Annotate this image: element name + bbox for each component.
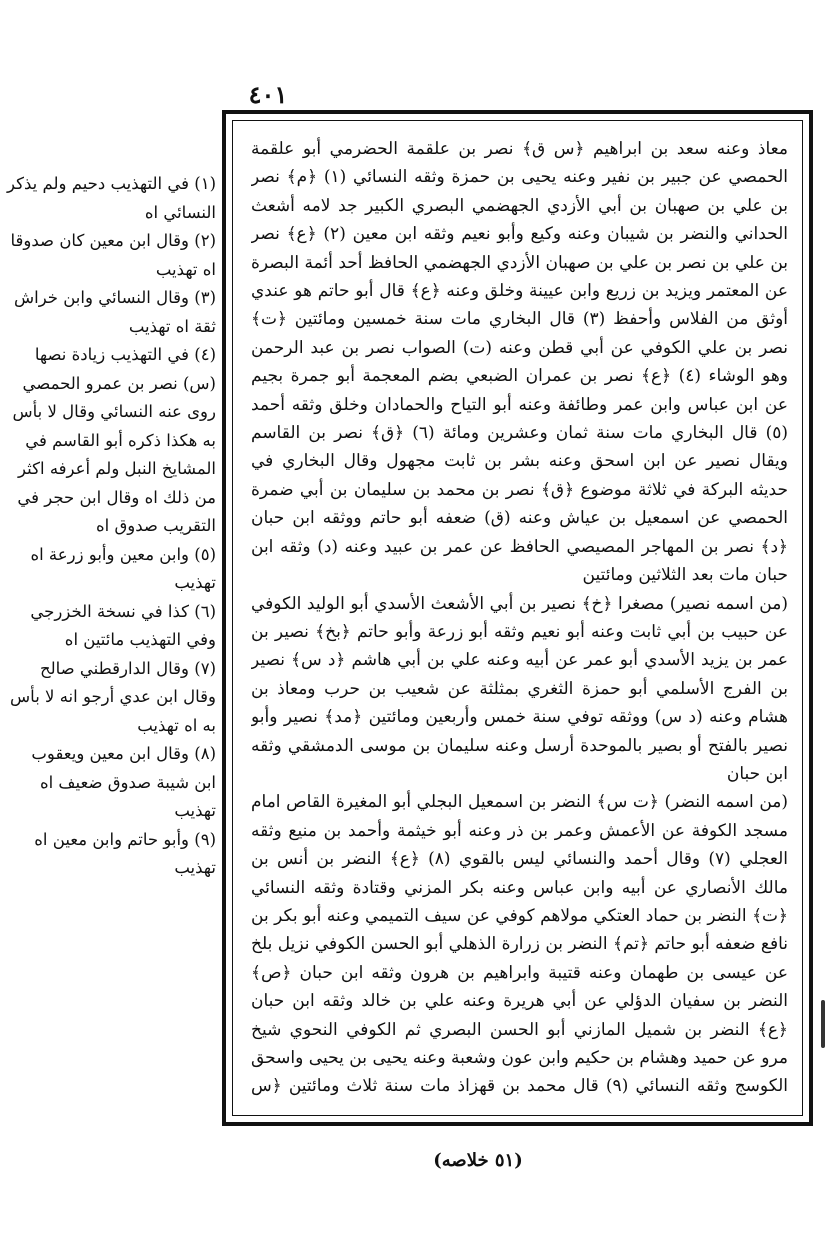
footnote: (٦) كذا في نسخة الخزرجي وفي التهذيب مائتين اه bbox=[30, 601, 216, 649]
footnote: (٣) وقال النسائي وابن خراش ثقة اه تهذيب bbox=[13, 288, 216, 336]
footnote: (١) في التهذيب دحيم ولم يذكر النسائي اه bbox=[7, 174, 216, 222]
page-number: ٤٠١ bbox=[248, 80, 288, 109]
footnotes-column bbox=[6, 170, 216, 883]
footnote: (٢) وقال ابن معين كان صدوقا اه تهذيب bbox=[10, 231, 216, 279]
entry-paragraph-nusayr: (من اسمه نصير) مصغرا ﴿خ﴾ نصير بن أبي الأشعث الأسدي أبو الوليد الكوفي عن حبيب بن أبي ثابت وعنه أبو نعيم وثقه أبو زرعة وأبو حاتم ﴿بخ﴾ نصير بن عمر بن يزيد الأسدي أبو عمر عن أبيه وعنه علي بن أبي هاشم ﴿د س﴾ نصير بن الفرج الأسلمي أبو حمزة الثغري بمثلثة عن شعيب بن حرب ومعاذ بن هشام وعنه (د س) ووثقه توفي سنة خمس وأربعين ومائتين ﴿مد﴾ نصير وأبو نصير بالفتح أو بصير بالموحدة أرسل وعنه سليمان بن موسى الدمشقي وثقه ابن حبان bbox=[251, 593, 788, 784]
footnote: (٧) وقال الدارقطني صالح وقال ابن عدي أرجو انه لا بأس به اه تهذيب bbox=[10, 658, 216, 735]
scan-artifact bbox=[821, 1000, 825, 1048]
entry-paragraph-nadr: (من اسمه النضر) ﴿ت س﴾ النضر بن اسمعيل البجلي أبو المغيرة القاص امام مسجد الكوفة عن الأعمش وعمر بن ذر وعنه أبو خيثمة وأحمد بن منيع وثقه العجلي (٧) وقال أحمد والنسائي ليس بالقوي (٨) ﴿ع﴾ النضر بن أنس بن مالك الأنصاري عن أبيه وابن عباس وعنه بكر المزني وقتادة وثقه النسائي ﴿ت﴾ النضر بن حماد العتكي مولاهم كوفي عن سيف التميمي وعنه أبو بكر بن نافع ضعفه أبو حاتم ﴿تم﴾ النضر بن زرارة الذهلي أبو الحسن الكوفي نزيل بلخ عن عيسى بن طهمان وعنه قتيبة وابراهيم بن هرون وثقه ابن حبان ﴿ص﴾ النضر بن سفيان الدؤلي عن أبي هريرة وعنه علي بن خالد وثقه ابن حبان ﴿ع﴾ النضر بن شميل المازني أبو الحسن البصري ثم الكوفي النحوي شيخ مرو عن حميد وهشام بن حكيم وابن عون وشعبة وعنه يحيى بن يحيى واسحق الكوسج وثقه النسائي (٩) قال محمد بن قهزاذ مات سنة ثلاث ومائتين ﴿س bbox=[251, 792, 788, 1097]
footnote: (٩) وأبو حاتم وابن معين اه تهذيب bbox=[34, 829, 216, 877]
footnote: (٥) وابن معين وأبو زرعة اه تهذيب bbox=[30, 544, 216, 592]
footnote: (٨) وقال ابن معين ويعقوب ابن شيبة صدوق ضعيف اه تهذيب bbox=[31, 744, 216, 820]
entry-paragraph-nasr: معاذ وعنه سعد بن ابراهيم ﴿س ق﴾ نصر بن علقمة الحضرمي أبو علقمة الحمصي عن جبير بن نفير وعنه يحيى بن حمزة وثقه النسائي (١) ﴿م﴾ نصر بن علي بن صهبان بن أبي الأزدي الجهضمي البصري الكبير جد لامه أشعث الحداني والنضر بن شيبان وعنه وكيع وأبو نعيم وثقه ابن معين (٢) ﴿ع﴾ نصر بن علي بن نصر بن علي بن صهبان الأزدي الجهضمي الحافظ أحد أئمة البصرة عن المعتمر ويزيد بن زريع وابن عيينة وخلق وعنه ﴿ع﴾ قال أبو حاتم هو عندي أوثق من الفلاس وأحفظ (٣) قال البخاري مات سنة خمسين ومائتين ﴿ت﴾ نصر بن علي الكوفي عن أبي قطن وعنه (ت) الصواب نصر بن عبد الرحمن وهو الوشاء (٤) ﴿ع﴾ نصر بن عمران الضبعي بضم المعجمة أبو جمرة بجيم عن ابن عباس وابن عمر وطائفة وعنه أبو التياح والحمادان وخلق وثقه أحمد (٥) قال البخاري مات سنة ثمان وعشرين ومائة (٦) ﴿ق﴾ نصر بن القاسم ويقال نصير عن ابن اسحق وعنه بشر بن ثابت مجهول وقال البخاري في حديثه البركة في ثلاثة موضوع ﴿ق﴾ نصر بن محمد بن سليمان بن أبي ضمرة الحمصي عن اسمعيل بن عياش وعنه (ق) ضعفه أبو حاتم ووثقه ابن حبان ﴿د﴾ نصر بن المهاجر المصيصي الحافظ عن عمر بن عبيد وعنه (د) وثقه ابن حبان مات بعد الثلاثين ومائتين bbox=[251, 139, 788, 586]
main-text-frame bbox=[222, 110, 813, 1126]
footnote: (٤) في التهذيب زيادة نصها (س) نصر بن عمرو الحمصي روى عنه النسائي وقال لا بأس به هكذا ذكره أبو القاسم في المشايخ النبل ولم أعرفه اكثر من ذلك اه وقال ابن حجر في التقريب صدوق اه bbox=[12, 345, 216, 535]
inner-border bbox=[232, 120, 803, 1116]
main-text bbox=[251, 135, 788, 1101]
signature-label: (٥١ خلاصه) bbox=[433, 1150, 523, 1171]
